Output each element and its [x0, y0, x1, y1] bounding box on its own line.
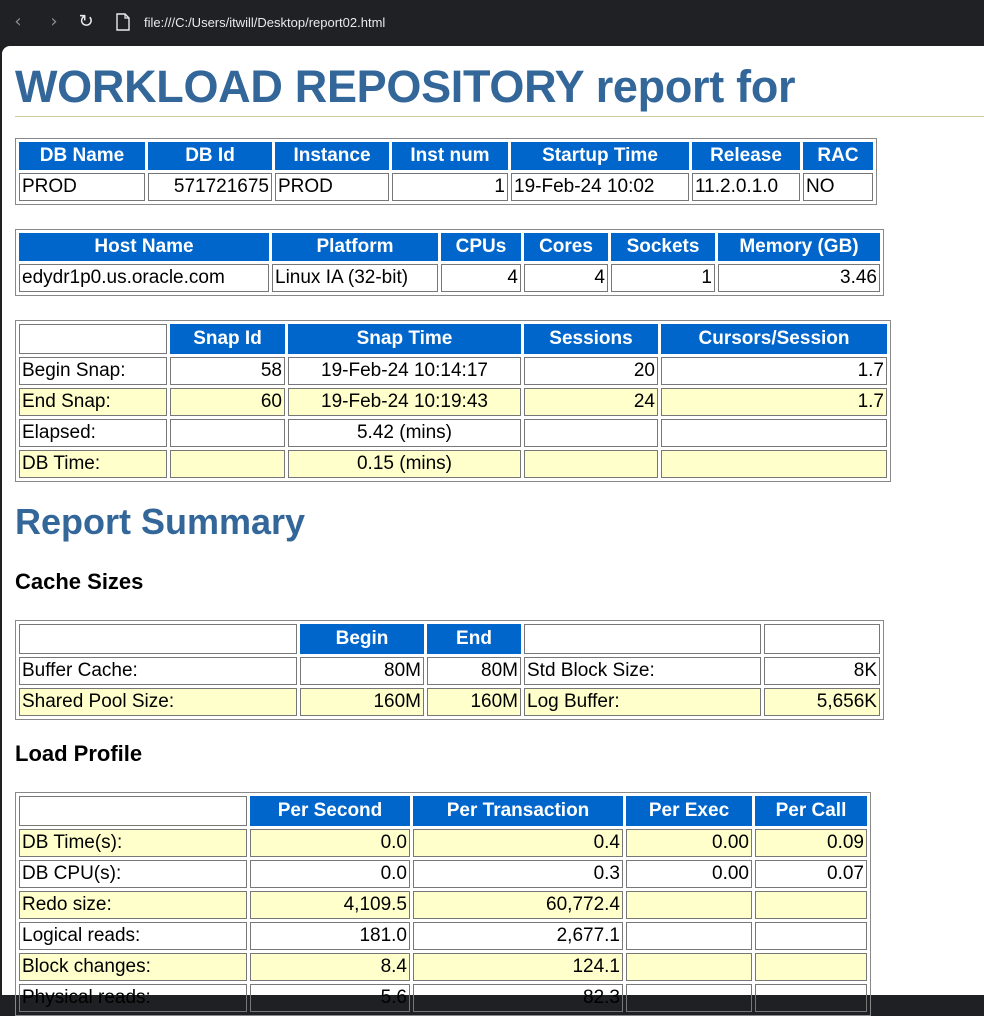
- table-header-blank: [19, 324, 167, 354]
- table-cell: [661, 450, 887, 478]
- table-cell: 0.4: [413, 829, 623, 857]
- table-cell: DB Time:: [19, 450, 167, 478]
- table-cell: 8K: [764, 657, 880, 685]
- table-cell: 0.00: [626, 860, 752, 888]
- table-cell: DB CPU(s):: [19, 860, 247, 888]
- table-header: Begin: [300, 624, 424, 654]
- table-cell: [170, 419, 285, 447]
- table-cell: edydr1p0.us.oracle.com: [19, 264, 269, 292]
- table-cell: 1: [392, 173, 508, 201]
- table-header-blank: [19, 624, 297, 654]
- table-cell: Log Buffer:: [524, 688, 761, 716]
- table-cell: PROD: [275, 173, 389, 201]
- table-cell: 11.2.0.1.0: [692, 173, 800, 201]
- table-header-blank: [764, 624, 880, 654]
- forward-icon[interactable]: ›: [50, 11, 58, 32]
- table-header: Platform: [272, 233, 438, 261]
- table-cell: NO: [803, 173, 873, 201]
- address-bar[interactable]: file:///C:/Users/itwill/Desktop/report02.html: [144, 15, 386, 30]
- table-header: End: [427, 624, 521, 654]
- table-header: DB Name: [19, 142, 145, 170]
- table-header: Snap Id: [170, 324, 285, 354]
- table-cell: Block changes:: [19, 953, 247, 981]
- table-cell: PROD: [19, 173, 145, 201]
- table-cell: 58: [170, 357, 285, 385]
- report-summary-heading: Report Summary: [15, 501, 306, 542]
- table-header: Per Call: [755, 796, 867, 826]
- table-cell: 60: [170, 388, 285, 416]
- browser-toolbar: [0, 0, 984, 46]
- page-viewport: [2, 46, 984, 1008]
- table-cell: Linux IA (32-bit): [272, 264, 438, 292]
- table-header: Per Transaction: [413, 796, 623, 826]
- table-header: Sessions: [524, 324, 658, 354]
- table-header: Cores: [524, 233, 608, 261]
- back-icon[interactable]: ‹: [14, 11, 22, 32]
- table-cell: Logical reads:: [19, 922, 247, 950]
- table-cell: 24: [524, 388, 658, 416]
- table-cell: [626, 953, 752, 981]
- table-cell: [755, 984, 867, 1012]
- table-cell: 1.7: [661, 357, 887, 385]
- table-cell: 19-Feb-24 10:19:43: [288, 388, 521, 416]
- table-cell: [626, 922, 752, 950]
- table-cell: 20: [524, 357, 658, 385]
- table-cell: [170, 450, 285, 478]
- table-cell: [755, 891, 867, 919]
- table-cell: [755, 953, 867, 981]
- table-cell: [661, 419, 887, 447]
- table-header: Inst num: [392, 142, 508, 170]
- table-cell: Begin Snap:: [19, 357, 167, 385]
- cache-sizes-table: [15, 620, 884, 720]
- table-cell: 160M: [427, 688, 521, 716]
- table-header: Snap Time: [288, 324, 521, 354]
- table-cell: 80M: [300, 657, 424, 685]
- table-cell: 60,772.4: [413, 891, 623, 919]
- load-profile-table: [15, 792, 871, 1016]
- table-cell: 5.42 (mins): [288, 419, 521, 447]
- table-header: Cursors/Session: [661, 324, 887, 354]
- table-cell: Redo size:: [19, 891, 247, 919]
- table-cell: 160M: [300, 688, 424, 716]
- table-cell: [626, 891, 752, 919]
- report-title: WORKLOAD REPOSITORY report for: [15, 62, 984, 117]
- table-cell: [755, 922, 867, 950]
- table-header: RAC: [803, 142, 873, 170]
- table-cell: DB Time(s):: [19, 829, 247, 857]
- table-cell: 0.09: [755, 829, 867, 857]
- table-cell: 0.0: [250, 860, 410, 888]
- table-cell: 5.6: [250, 984, 410, 1012]
- table-cell: 0.3: [413, 860, 623, 888]
- table-cell: 2,677.1: [413, 922, 623, 950]
- table-cell: 80M: [427, 657, 521, 685]
- table-header: Per Exec: [626, 796, 752, 826]
- table-cell: 1.7: [661, 388, 887, 416]
- table-cell: Buffer Cache:: [19, 657, 297, 685]
- table-cell: 181.0: [250, 922, 410, 950]
- table-header-blank: [524, 624, 761, 654]
- table-header: CPUs: [441, 233, 521, 261]
- table-header: DB Id: [148, 142, 272, 170]
- table-cell: Physical reads:: [19, 984, 247, 1012]
- table-header: Instance: [275, 142, 389, 170]
- host-info-table: [15, 229, 884, 296]
- table-cell: 0.00: [626, 829, 752, 857]
- table-cell: 0.07: [755, 860, 867, 888]
- table-header-blank: [19, 796, 247, 826]
- table-cell: 82.3: [413, 984, 623, 1012]
- table-header: Release: [692, 142, 800, 170]
- report-content: [15, 46, 984, 1008]
- table-cell: 4: [524, 264, 608, 292]
- table-cell: Shared Pool Size:: [19, 688, 297, 716]
- table-cell: [524, 450, 658, 478]
- table-cell: 1: [611, 264, 715, 292]
- table-cell: 19-Feb-24 10:14:17: [288, 357, 521, 385]
- file-icon: [116, 13, 130, 31]
- table-cell: 4,109.5: [250, 891, 410, 919]
- table-cell: 19-Feb-24 10:02: [511, 173, 689, 201]
- table-cell: 3.46: [718, 264, 880, 292]
- table-cell: 124.1: [413, 953, 623, 981]
- table-header: Memory (GB): [718, 233, 880, 261]
- table-cell: [524, 419, 658, 447]
- table-header: Sockets: [611, 233, 715, 261]
- snapshot-table: [15, 320, 891, 482]
- reload-icon[interactable]: ↻: [78, 11, 94, 32]
- table-cell: 571721675: [148, 173, 272, 201]
- table-cell: 5,656K: [764, 688, 880, 716]
- table-cell: 0.0: [250, 829, 410, 857]
- table-header: Per Second: [250, 796, 410, 826]
- load-profile-heading: Load Profile: [15, 741, 143, 766]
- table-header: Host Name: [19, 233, 269, 261]
- table-cell: Elapsed:: [19, 419, 167, 447]
- table-cell: Std Block Size:: [524, 657, 761, 685]
- cache-sizes-heading: Cache Sizes: [15, 569, 144, 594]
- table-cell: End Snap:: [19, 388, 167, 416]
- table-header: Startup Time: [511, 142, 689, 170]
- db-info-table: [15, 138, 877, 205]
- table-cell: 8.4: [250, 953, 410, 981]
- table-cell: [626, 984, 752, 1012]
- table-cell: 0.15 (mins): [288, 450, 521, 478]
- table-cell: 4: [441, 264, 521, 292]
